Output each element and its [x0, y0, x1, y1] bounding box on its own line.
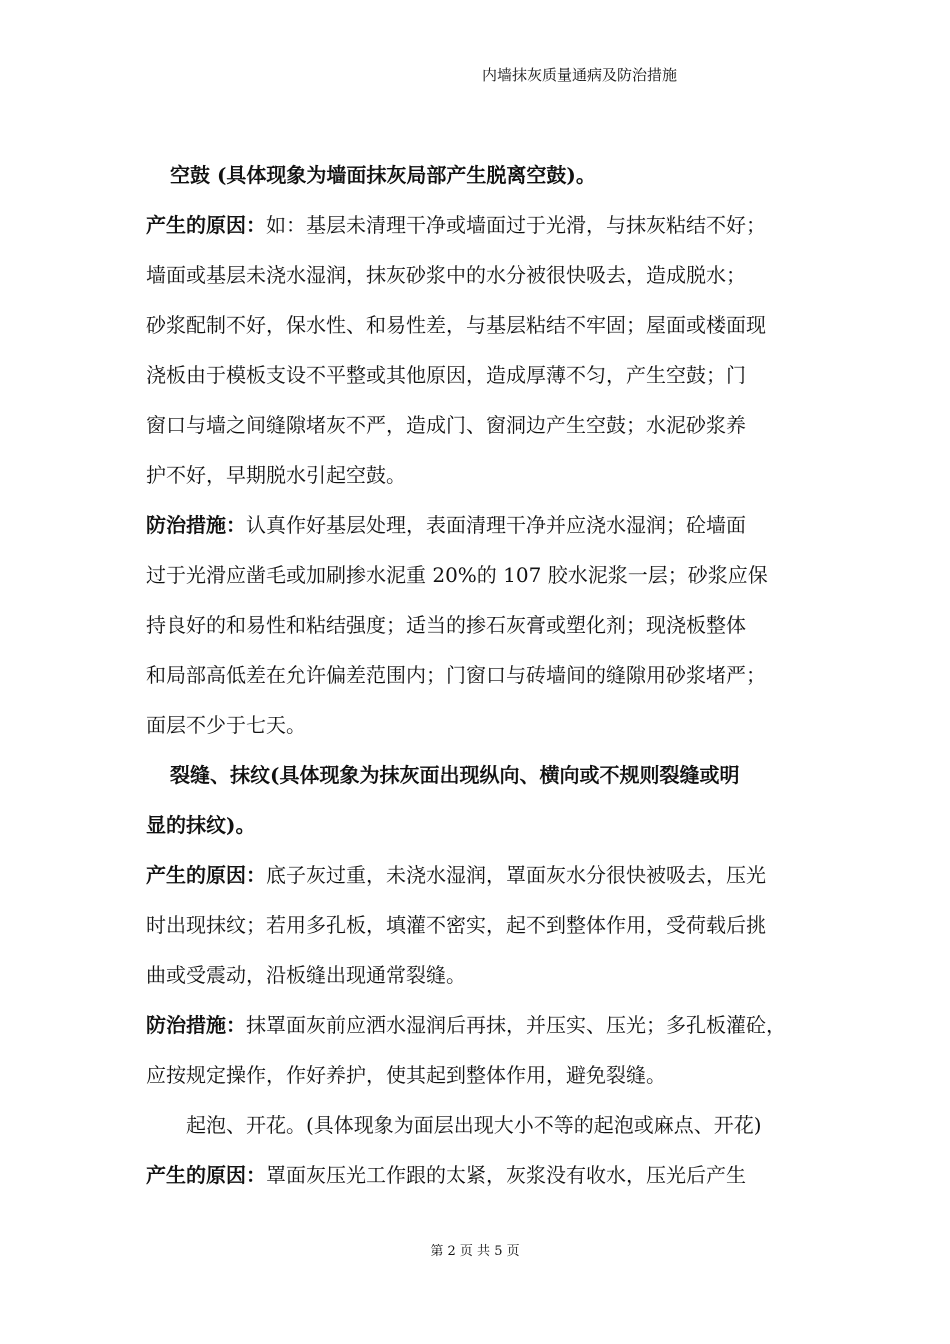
measure-text: 抹罩面灰前应洒水湿润后再抹，并压实、压光；多孔板灌砼，	[246, 1013, 786, 1037]
paragraph-line: 窗口与墙之间缝隙堵灰不严，造成门、窗洞边产生空鼓；水泥砂浆养	[146, 413, 746, 437]
paragraph-line: 过于光滑应凿毛或加刷掺水泥重 20%的 107 胶水泥浆一层；砂浆应保	[146, 563, 768, 587]
cause-label: 产生的原因：	[146, 1163, 266, 1187]
section-heading-cracks: 裂缝、抹纹(具体现象为抹灰面出现纵向、横向或不规则裂缝或明	[170, 763, 740, 787]
paragraph-line: 浇板由于模板支设不平整或其他原因，造成厚薄不匀，产生空鼓；门	[146, 363, 746, 387]
cause-label: 产生的原因：	[146, 863, 266, 887]
section-heading-blistering: 起泡、开花。(具体现象为面层出现大小不等的起泡或麻点、开花)	[186, 1113, 762, 1137]
paragraph-line: 护不好，早期脱水引起空鼓。	[146, 463, 406, 487]
paragraph-line: 砂浆配制不好，保水性、和易性差，与基层粘结不牢固；屋面或楼面现	[146, 313, 766, 337]
paragraph-line	[146, 1000, 822, 1050]
cause-label: 产生的原因：	[146, 213, 266, 237]
section-heading-hollowing: 空鼓 (具体现象为墙面抹灰局部产生脱离空鼓)。	[170, 163, 596, 187]
paragraph-line	[146, 850, 822, 900]
page-number: 第 2 页 共 5 页	[430, 1244, 520, 1259]
paragraph-line: 曲或受震动，沿板缝出现通常裂缝。	[146, 963, 466, 987]
paragraph-line: 面层不少于七天。	[146, 713, 306, 737]
cause-text: 如：基层未清理干净或墙面过于光滑，与抹灰粘结不好；	[266, 213, 766, 237]
measure-label: 防治措施：	[146, 1013, 246, 1037]
paragraph-line: 和局部高低差在允许偏差范围内；门窗口与砖墙间的缝隙用砂浆堵严；	[146, 663, 766, 687]
cause-text: 底子灰过重，未浇水湿润，罩面灰水分很快被吸去，压光	[266, 863, 766, 887]
paragraph-line	[146, 1150, 822, 1200]
paragraph-line	[146, 200, 822, 250]
cause-text: 罩面灰压光工作跟的太紧，灰浆没有收水，压光后产生	[266, 1163, 746, 1187]
page-header: 内墙抹灰质量通病及防治措施	[482, 66, 678, 84]
paragraph-line	[146, 500, 822, 550]
section-heading-cracks-cont: 显的抹纹)。	[146, 813, 256, 837]
paragraph-line: 应按规定操作，作好养护，使其起到整体作用，避免裂缝。	[146, 1063, 666, 1087]
measure-label: 防治措施：	[146, 513, 246, 537]
paragraph-line: 时出现抹纹；若用多孔板，填灌不密实，起不到整体作用，受荷载后挑	[146, 913, 766, 937]
document-body	[146, 150, 822, 1200]
paragraph-line: 墙面或基层未浇水湿润，抹灰砂浆中的水分被很快吸去，造成脱水；	[146, 263, 746, 287]
measure-text: 认真作好基层处理，表面清理干净并应浇水湿润；砼墙面	[246, 513, 746, 537]
paragraph-line: 持良好的和易性和粘结强度；适当的掺石灰膏或塑化剂；现浇板整体	[146, 613, 746, 637]
